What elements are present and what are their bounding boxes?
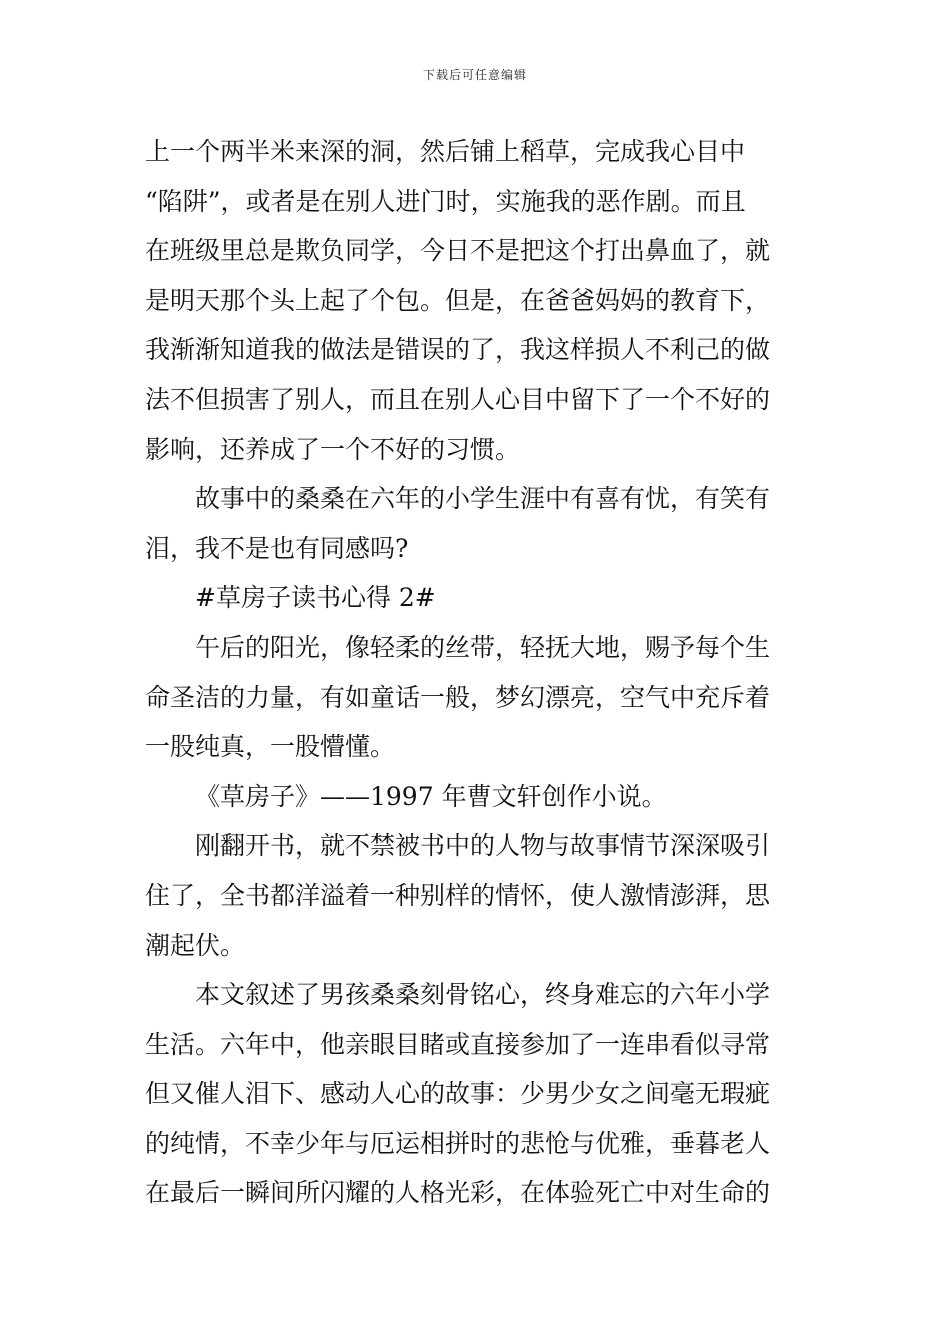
paragraph-start-line: 午后的阳光，像轻柔的丝带，轻抚大地，赐予每个生 [195,632,771,662]
text-line: 一股纯真，一股懵懂。 [145,732,396,762]
text-line: 但又催人泪下、感动人心的故事：少男少女之间毫无瑕疵 [145,1079,771,1109]
section-heading: #草房子读书心得 2# [195,583,436,613]
paragraph-start-line: 本文叙述了男孩桑桑刻骨铭心，终身难忘的六年小学 [195,980,771,1010]
text-line: 生活。六年中，他亲眼目睹或直接参加了一连串看似寻常 [145,1029,771,1059]
text-line: 潮起伏。 [145,930,246,960]
text-line: 命圣洁的力量，有如童话一般，梦幻漂亮，空气中充斥着 [145,682,771,712]
paragraph-start-line: 刚翻开书，就不禁被书中的人物与故事情节深深吸引 [195,831,771,861]
text-line: 影响，还养成了一个不好的习惯。 [145,434,521,464]
text-line: 是明天那个头上起了个包。但是，在爸爸妈妈的教育下， [145,285,771,315]
paragraph-start-line: 故事中的桑桑在六年的小学生涯中有喜有忧，有笑有 [195,484,771,514]
text-line: “陷阱”，或者是在别人进门时，实施我的恶作剧。而且 [145,186,746,216]
text-line: 上一个两半米来深的洞，然后铺上稻草，完成我心目中 [145,137,746,166]
page-header: 下载后可任意编辑 [422,68,527,82]
text-line: 在班级里总是欺负同学，今日不是把这个打出鼻血了，就 [145,236,771,266]
text-line: 的纯情，不幸少年与厄运相拼时的悲怆与优雅，垂暮老人 [145,1128,771,1158]
document-body [145,127,810,1218]
paragraph-start-line: 《草房子》——1997 年曹文轩创作小说。 [195,781,667,811]
text-line: 法不但损害了别人，而且在别人心目中留下了一个不好的 [145,384,771,414]
text-line: 我渐渐知道我的做法是错误的了，我这样损人不利己的做 [145,335,771,365]
text-line: 在最后一瞬间所闪耀的人格光彩，在体验死亡中对生命的 [145,1178,771,1208]
text-line: 住了，全书都洋溢着一种别样的情怀，使人激情澎湃，思 [145,880,771,910]
text-line: 泪，我不是也有同感吗? [145,533,409,563]
